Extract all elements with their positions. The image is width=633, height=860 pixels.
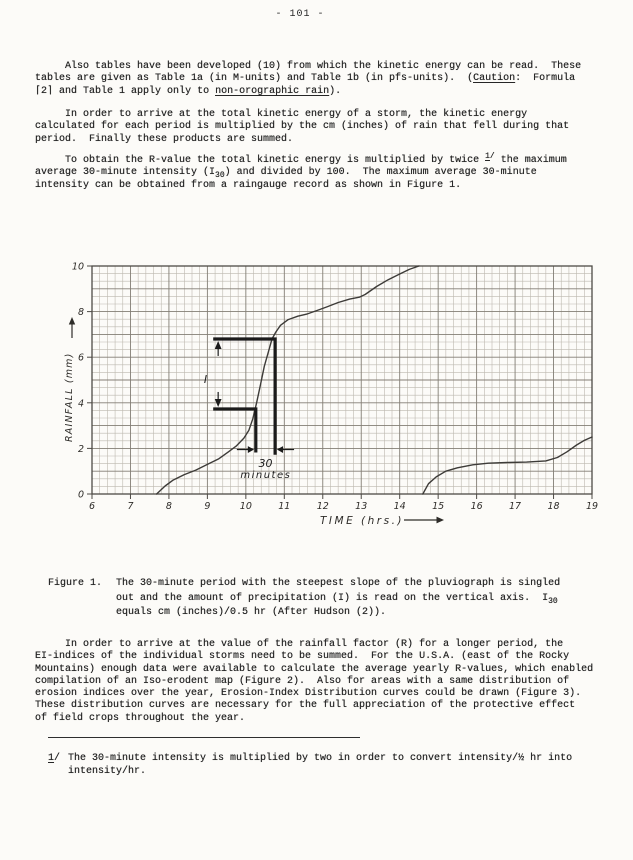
x-tick-label: 10 xyxy=(239,501,252,512)
interval-arrow-left xyxy=(277,446,283,453)
x-tick-label: 7 xyxy=(127,501,134,512)
x-tick-label: 8 xyxy=(165,501,172,512)
paragraph-r-value: To obtain the R-value the total kinetic energy is multiplied by twice $^{1/}$ the maximum average 30-minute intensity $(I_{30})$ and divided by 100. The maximum average 30-minute intensity can be obtained from a raingauge record as shown in Figure 1. xyxy=(35,152,567,191)
interval-label-minutes: minutes xyxy=(240,469,292,481)
figure-1-pluviograph-chart xyxy=(0,250,633,542)
x-tick-label: 11 xyxy=(278,501,291,512)
y-tick-label: 4 xyxy=(77,398,84,410)
x-tick-label: 18 xyxy=(547,501,560,512)
i-label: I xyxy=(203,372,208,386)
x-tick-label: 16 xyxy=(470,501,483,512)
footnote-text: The 30-minute intensity is multiplied by two in order to convert intensity/½ hr into intensity/hr. xyxy=(68,753,573,777)
x-tick-label: 15 xyxy=(432,501,445,512)
x-tick-label: 17 xyxy=(509,501,522,512)
x-tick-label: 19 xyxy=(585,501,599,512)
x-tick-label: 9 xyxy=(204,501,211,512)
interval-arrow-right xyxy=(248,446,254,453)
y-tick-label: 0 xyxy=(77,489,84,501)
y-tick-label: 6 xyxy=(77,352,84,364)
footnote-marker: 1/ xyxy=(48,753,61,764)
x-axis-label: TIME (hrs.) xyxy=(320,515,405,527)
paragraph-tables-kinetic-energy: Also tables have been developed (10) from which the kinetic energy can be read. These tables are given as Table 1a (in M-units) and Table 1b (in pfs-units). (Caution: Formula ⌈2⌉ and Table 1 apply only to non-orographic rain). xyxy=(35,61,582,97)
paragraph-total-kinetic-energy: In order to arrive at the total kinetic energy of a storm, the kinetic energy calculated for each period is multiplied by the cm (inches) of rain that fell during that period. Finally these products are summed. xyxy=(35,109,570,145)
figure-1-label: Figure 1. xyxy=(48,578,103,589)
y-tick-label: 8 xyxy=(77,307,84,319)
y-tick-label: 10 xyxy=(71,261,84,273)
x-tick-label: 6 xyxy=(88,501,96,512)
x-tick-label: 13 xyxy=(355,501,368,512)
paragraph-rainfall-factor: In order to arrive at the value of the rainfall factor (R) for a longer period, the EI-indices of the individual storms need to be summed. For the U.S.A. (east of the Rocky Mountains) enough data were available to calculate the average yearly R-values, which enabled compilation of an Iso-erodent map (Figure 2). Also for areas with a same distribution of erosion indices over the year, Erosion-Index Distribution curves could be drawn (Figure 3). These distribution curves are necessary for the full appreciation of the protective effect of field crops throughout the year. xyxy=(35,639,594,724)
page-number: - 101 - xyxy=(275,9,325,20)
interval-label-30: 30 xyxy=(258,457,273,471)
x-tick-label: 12 xyxy=(316,501,329,512)
footnote-separator xyxy=(48,737,360,738)
y-axis-label: RAINFALL (mm) xyxy=(64,352,75,442)
x-tick-label: 14 xyxy=(393,501,406,512)
pluviograph-svg xyxy=(0,250,633,542)
y-tick-label: 2 xyxy=(77,443,84,455)
i30-lower-bracket xyxy=(213,409,256,453)
figure-1-caption: The 30-minute period with the steepest slope of the pluviograph is singled out and the amount of precipitation (I) is read on the vertical axis. $I_{30}$ equals cm (inches)/0.5 hr (After Hudson (2)). xyxy=(116,578,561,619)
